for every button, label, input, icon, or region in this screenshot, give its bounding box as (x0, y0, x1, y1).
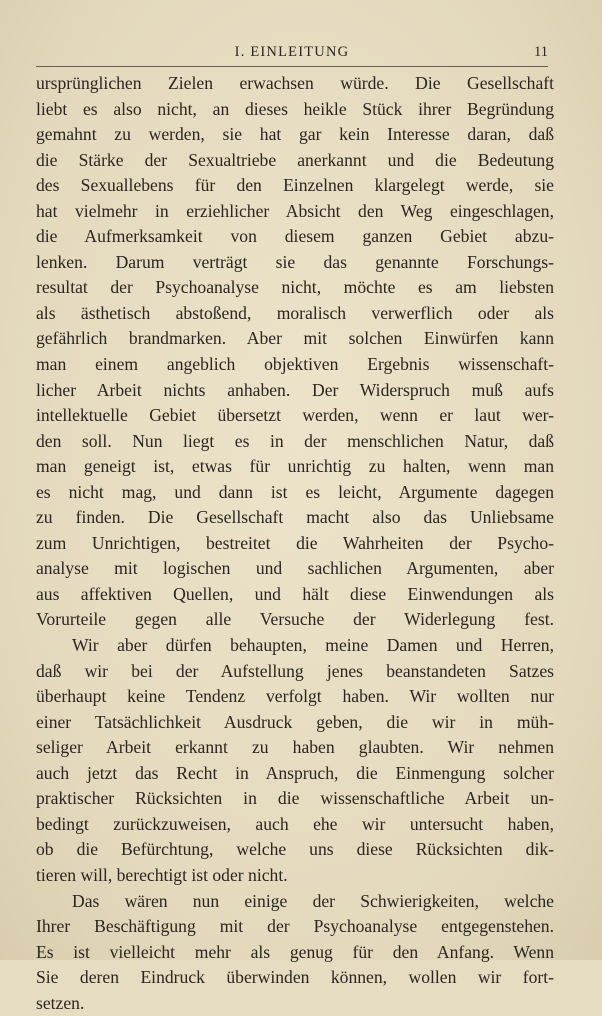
body-text (36, 71, 554, 1016)
text-line: Wir aber dürfen behaupten, meine Damen und Herren, (72, 635, 554, 656)
page-number: 11 (534, 44, 548, 60)
text-line: die Aufmerksamkeit von diesem ganzen Gebiet abzu- (36, 226, 554, 247)
text-line: daß wir bei der Aufstellung jenes beanstandeten Satzes (36, 660, 554, 681)
text-line: auch jetzt das Recht in Anspruch, die Einmengung solcher (36, 762, 554, 783)
text-line: seliger Arbeit erkannt zu haben glaubten. Wir nehmen (36, 737, 554, 758)
text-line: lenken. Darum verträgt sie das genannte Forschungs- (36, 251, 554, 272)
text-line: gemahnt zu werden, sie hat gar kein Interesse daran, daß (36, 124, 554, 145)
text-line: ob die Befürchtung, welche uns diese Rücksichten dik- (36, 839, 554, 860)
text-line: man geneigt ist, etwas für unrichtig zu halten, wenn man (36, 456, 554, 477)
text-line: es nicht mag, und dann ist es leicht, Argumente dagegen (36, 481, 554, 502)
text-line: Das wären nun einige der Schwierigkeiten, welche (72, 890, 554, 911)
text-line: resultat der Psychoanalyse nicht, möchte es am liebsten (36, 277, 554, 298)
text-line: Ihrer Beschäftigung mit der Psychoanalyse entgegenstehen. (36, 916, 554, 937)
text-line: Vorurteile gegen alle Versuche der Widerlegung fest. (36, 609, 554, 630)
text-line: liebt es also nicht, an dieses heikle Stück ihrer Begründung (36, 98, 554, 119)
text-line: aus affektiven Quellen, und hält diese Einwendungen als (36, 583, 554, 604)
text-line: den soll. Nun liegt es in der menschlichen Natur, daß (36, 430, 554, 451)
running-header (36, 44, 548, 67)
text-line: einer Tatsächlichkeit Ausdruck geben, die wir in müh- (36, 711, 554, 732)
text-line: intellektuelle Gebiet übersetzt werden, wenn er laut wer- (36, 405, 554, 426)
text-line: analyse mit logischen und sachlichen Argumenten, aber (36, 558, 554, 579)
text-line: überhaupt keine Tendenz verfolgt haben. Wir wollten nur (36, 686, 554, 707)
text-line: setzen. (36, 992, 85, 1013)
text-line: hat vielmehr in erziehlicher Absicht den Weg eingeschlagen, (36, 200, 554, 221)
text-line: zu finden. Die Gesellschaft macht also das Unliebsame (36, 507, 554, 528)
text-line: als ästhetisch abstoßend, moralisch verwerflich oder als (36, 302, 554, 323)
text-line: die Stärke der Sexualtriebe anerkannt und die Bedeutung (36, 149, 554, 170)
text-line: bedingt zurückzuweisen, auch ehe wir untersucht haben, (36, 813, 554, 834)
text-line: des Sexuallebens für den Einzelnen klargelegt werde, sie (36, 175, 554, 196)
text-line: ursprünglichen Zielen erwachsen würde. Die Gesellschaft (36, 73, 554, 93)
chapter-title: I. EINLEITUNG (234, 44, 350, 60)
text-line: licher Arbeit nichts anhaben. Der Widerspruch muß aufs (36, 379, 554, 400)
text-line: Sie deren Eindruck überwinden können, wollen wir fort- (36, 967, 554, 988)
text-line: man einem angeblich objektiven Ergebnis wissenschaft- (36, 354, 554, 375)
text-line: zum Unrichtigen, bestreitet die Wahrheiten der Psycho- (36, 532, 554, 553)
text-line: tieren will, berechtigt ist oder nicht. (36, 864, 288, 885)
text-line: gefährlich brandmarken. Aber mit solchen Einwürfen kann (36, 328, 554, 349)
text-line: praktischer Rücksichten in die wissenschaftliche Arbeit un- (36, 788, 554, 809)
text-line: Es ist vielleicht mehr als genug für den Anfang. Wenn (36, 941, 554, 962)
